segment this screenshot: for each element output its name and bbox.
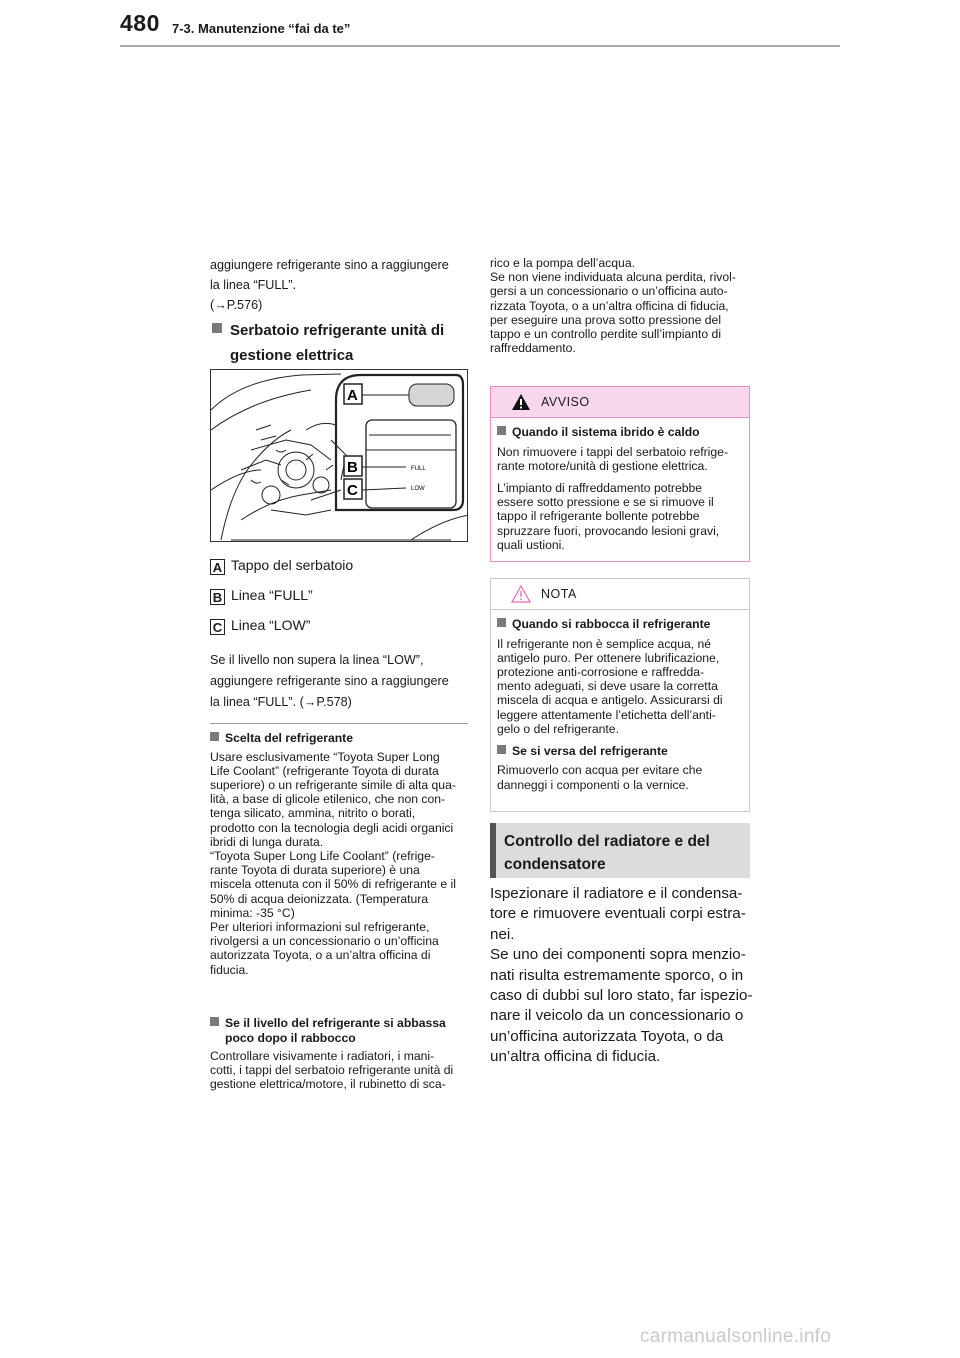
note-line: rante Toyota di durata superiore) è una — [210, 863, 420, 878]
figure-legend — [210, 555, 468, 635]
text-line: gelo o del refrigerante. — [497, 721, 619, 736]
text-line: nei. — [490, 925, 515, 943]
text-line: antigelo puro. Per ottenere lubrificazione, — [497, 650, 720, 665]
notice-box — [490, 578, 750, 812]
coolant-reservoir-illustration — [210, 369, 468, 542]
after-legend-text — [210, 650, 468, 713]
warning-box — [490, 386, 750, 562]
engine-bay-drawing — [211, 370, 468, 542]
banner-line: Controllo del radiatore e del — [504, 833, 710, 850]
text-line: nare il veicolo da un concessionario o — [490, 1007, 744, 1025]
text-line: mento adeguati, si deve usare la corretta — [497, 679, 718, 694]
bullet-square-icon — [212, 323, 222, 333]
figure-label-c: C — [347, 482, 358, 499]
bullet-square-icon — [210, 1017, 219, 1026]
notice-header — [491, 579, 749, 610]
note-line: prodotto con la tecnologia degli acidi organici — [210, 820, 454, 835]
note-title: poco dopo il rabbocco — [225, 1030, 356, 1045]
note-line: Controllare visivamente i radiatori, i mani- — [210, 1049, 435, 1063]
column-divider — [210, 723, 468, 724]
text-line: Il refrigerante non è semplice acqua, né — [497, 636, 712, 651]
warning-header — [491, 387, 749, 418]
warning-body — [491, 418, 749, 566]
note-line: autorizzata Toyota, o a un’altra officina di — [210, 948, 431, 963]
note-body — [210, 1049, 468, 1092]
full-mark: FULL — [411, 466, 426, 472]
note-refrigerant-choice — [210, 731, 468, 977]
legend-text: Tappo del serbatoio — [231, 557, 354, 573]
note-line: miscela ottenuta con il 50% di refrigerante e il — [210, 877, 456, 892]
text-line: L’impianto di raffreddamento potrebbe — [497, 480, 703, 495]
notice-subtitle: Quando si rabbocca il refrigerante — [512, 617, 711, 631]
heading-line: Serbatoio refrigerante unità di — [230, 322, 445, 339]
note-body — [210, 750, 468, 977]
intro-ref: (→P.576) — [210, 298, 263, 312]
warning-paragraph — [497, 481, 743, 552]
bullet-square-icon — [497, 618, 506, 627]
text-line: caso di dubbi sul loro stato, far ispezio- — [490, 987, 753, 1005]
intro-text — [210, 255, 468, 315]
caution-triangle-icon — [511, 585, 531, 603]
text-line: essere sotto pressione e se si rimuove il — [497, 495, 714, 510]
note-line: 50% di acqua deionizzata. (Temperatura — [210, 891, 429, 906]
note-title: Se il livello del refrigerante si abbassa — [225, 1016, 446, 1030]
text-line: quali ustioni. — [497, 537, 565, 552]
text-line: tappo e un controllo perdite sull’impianto di — [490, 327, 722, 342]
note-line: “Toyota Super Long Life Coolant” (refrige- — [210, 848, 435, 863]
text-line: Rimuoverlo con acqua per evitare che — [497, 763, 703, 778]
text-line: un’altra officina di fiducia. — [490, 1048, 661, 1066]
continued-text — [490, 256, 752, 355]
note-line: tenga silicato, ammina, nitrito o borati, — [210, 806, 416, 821]
notice-body — [491, 610, 749, 806]
bullet-square-icon — [497, 745, 506, 754]
legend-item — [210, 615, 468, 635]
text-line: miscela di acqua e antigelo. Assicurarsi di — [497, 693, 723, 708]
text-line: rante motore/unità di gestione elettrica. — [497, 458, 708, 473]
note-line: lità, a base di glicole etilenico, che non con- — [210, 792, 446, 807]
note-line: Per ulteriori informazioni sul refrigerante, — [210, 919, 430, 934]
heading-line: gestione elettrica — [230, 347, 354, 364]
warning-triangle-icon — [511, 393, 531, 411]
notice-paragraph — [497, 763, 743, 791]
text-line: spruzzare fuori, provocando lesioni gravi, — [497, 523, 720, 538]
note-line: gestione elettrica/motore, il rubinetto di sca- — [210, 1077, 446, 1092]
text-line: Se non viene individuata alcuna perdita, rivol- — [490, 270, 736, 285]
note-line: cotti, i tappi del serbatoio refrigerante unità di — [210, 1063, 454, 1078]
text-line: tappo il refrigerante bollente potrebbe — [497, 509, 700, 524]
warning-paragraph — [497, 445, 743, 473]
text-line: Non rimuovere i tappi del serbatoio refrige- — [497, 444, 728, 459]
text-line: tore e rimuovere eventuali corpi estra- — [490, 905, 746, 923]
legend-letter: A — [210, 559, 225, 575]
page-number: 480 — [120, 10, 160, 36]
text-line: Se il livello non supera la linea “LOW”, — [210, 653, 424, 667]
header-rule — [120, 45, 840, 47]
legend-letter: C — [210, 619, 225, 635]
note-line: fiducia. — [210, 962, 249, 977]
text-line: protezione anti-corrosione e raffredda- — [497, 664, 705, 679]
section-banner — [490, 823, 750, 878]
radiator-check-text — [490, 884, 755, 1068]
note-title: Scelta del refrigerante — [225, 731, 354, 745]
text-line: la linea “FULL”. (→P.578) — [210, 695, 352, 709]
watermark: carmanualsonline.info — [640, 1326, 832, 1347]
notice-paragraph — [497, 637, 743, 736]
note-line: Life Coolant” (refrigerante Toyota di durata — [210, 763, 439, 778]
note-line: minima: -35 °C) — [210, 905, 295, 920]
notice-subtitle: Se si versa del refrigerante — [512, 743, 668, 758]
legend-item — [210, 585, 468, 605]
note-line: superiore) o un refrigerante simile di alta qua- — [210, 777, 456, 792]
section-title: 7-3. Manutenzione “fai da te” — [172, 21, 351, 36]
text-line: rico e la pompa dell’acqua. — [490, 256, 635, 270]
text-line: nati risulta estremamente sporco, o in — [490, 966, 744, 984]
text-line: raffreddamento. — [490, 341, 576, 356]
text-line: leggere attentamente l’etichetta dell’anti- — [497, 707, 716, 722]
legend-item — [210, 555, 468, 575]
legend-text: Linea “LOW” — [231, 617, 311, 633]
figure-label-a: A — [347, 387, 358, 404]
note-line: ibridi di lunga durata. — [210, 834, 324, 849]
text-line: gersi a un concessionario o un’officina auto- — [490, 284, 728, 299]
note-level-drop — [210, 1016, 468, 1092]
banner-line: condensatore — [504, 856, 606, 873]
legend-letter: B — [210, 589, 225, 605]
note-line: rivolgersi a un concessionario o un’officina — [210, 934, 439, 949]
text-line: rizzata Toyota, o a un’altra officina di fiducia, — [490, 298, 729, 313]
text-line: aggiungere refrigerante sino a raggiungere — [210, 674, 449, 688]
text-line: Se uno dei componenti sopra menzio- — [490, 946, 746, 964]
note-line: Usare esclusivamente “Toyota Super Long — [210, 749, 440, 764]
bullet-square-icon — [497, 426, 506, 435]
section-heading — [212, 320, 472, 367]
warning-title: AVVISO — [541, 395, 590, 409]
text-line: un’officina autorizzata Toyota, o da — [490, 1027, 724, 1045]
text-line: danneggi i componenti o la vernice. — [497, 777, 689, 792]
bullet-square-icon — [210, 732, 219, 741]
text-line: Ispezionare il radiatore e il condensa- — [490, 885, 743, 902]
notice-title: NOTA — [541, 587, 577, 601]
warning-subtitle: Quando il sistema ibrido è caldo — [512, 425, 700, 439]
legend-text: Linea “FULL” — [231, 587, 313, 603]
figure-label-b: B — [347, 459, 358, 476]
intro-line: aggiungere refrigerante sino a raggiungere — [210, 258, 449, 272]
intro-line: la linea “FULL”. — [210, 278, 297, 292]
low-mark: LOW — [411, 486, 425, 492]
text-line: per eseguire una prova sotto pressione del — [490, 312, 722, 327]
